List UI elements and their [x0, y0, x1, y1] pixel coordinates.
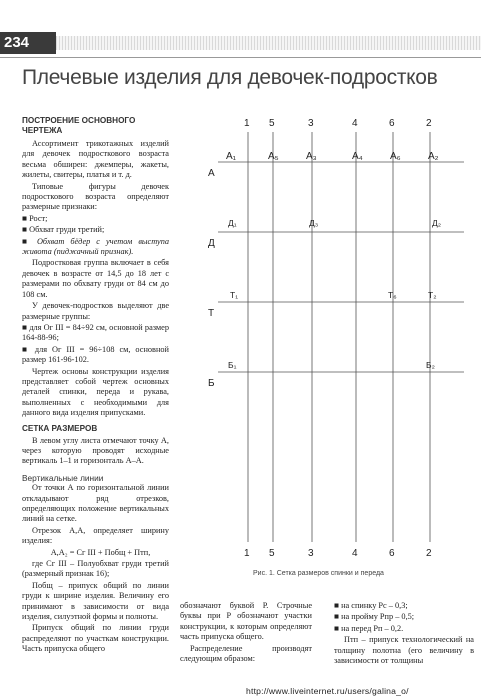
bottom-number: 1 — [244, 548, 250, 559]
point-label-a: А₄ — [352, 151, 363, 162]
bottom-number: 3 — [308, 548, 314, 559]
top-number: 1 — [244, 118, 250, 129]
point-label-d: Д₃ — [309, 218, 319, 228]
line-letter: Б — [208, 378, 215, 389]
column-2 — [180, 601, 312, 665]
point-label-t: Т₆ — [388, 290, 397, 300]
page-number: 234 — [0, 32, 56, 54]
paragraph: Отрезок А,А, определяет ширину изделия: — [22, 525, 169, 546]
paragraph: Распределение производят следующим образом: — [180, 643, 312, 664]
figure-caption: Рис. 1. Сетка размеров спинки и переда — [253, 570, 384, 577]
point-label-a: А₁ — [226, 151, 237, 162]
point-label-a: А₆ — [390, 151, 401, 162]
point-label-d: Д₂ — [432, 218, 442, 228]
point-label-b: Б₂ — [426, 360, 435, 370]
paragraph: где Сг III – Полуобхват груди третий (размерный признак 16); — [22, 559, 169, 579]
paragraph: Птп – припуск технологический на толщину полотна (его величину в зависимости от толщины — [334, 635, 474, 666]
bullet-item: ■ на спинку Рс – 0,3; — [334, 601, 408, 610]
size-grid-diagram — [196, 112, 466, 564]
bullet-item: ■ для Ог III = 84÷92 см, основной размер 164-88-96; — [22, 322, 169, 343]
paragraph: Побщ – припуск общий по линии груди к ширине изделия. Величину его принимают в зависимости от вида изделия, силуэтной формы и полноты. — [22, 580, 169, 622]
bullet-item: ■ Обхват бёдер с учетом выступа живота (пиджачный признак). — [22, 236, 169, 257]
section-heading-construction — [22, 116, 169, 136]
bottom-number: 6 — [389, 548, 395, 559]
top-number: 5 — [269, 118, 275, 129]
formula: А,А₂ = Сг III + Побщ + Птп, — [50, 547, 151, 557]
section-heading-size-grid: СЕТКА РАЗМЕРОВ — [22, 423, 98, 433]
footer-url: http://www.liveinternet.ru/users/galina_o/ — [246, 686, 409, 696]
paragraph: Типовые фигуры девочек подросткового возраста определяют размерные признаки: — [22, 181, 169, 212]
point-label-t: Т₁ — [230, 290, 239, 300]
line-letter: А — [208, 168, 215, 179]
point-label-a: А₂ — [428, 151, 439, 162]
paragraph: Подростковая группа включает в себя девочек в возрасте от 14,5 до 18 лет с размерами по обхвату груди от 84 см до 108 см. — [22, 258, 169, 299]
column-3 — [334, 601, 474, 667]
bullet-item: ■ Рост; — [22, 213, 48, 223]
top-number: 4 — [352, 118, 358, 129]
bottom-number: 5 — [269, 548, 275, 559]
bottom-number: 2 — [426, 548, 432, 559]
top-number: 2 — [426, 118, 432, 129]
subheading-vertical-lines: Вертикальные линии — [22, 472, 104, 483]
bullet-item: ■ на перед Рп – 0,2. — [334, 623, 404, 633]
section-heading-line-2: ЧЕРТЕЖА — [22, 126, 63, 135]
point-label-b: Б₁ — [228, 360, 237, 370]
header-rule — [0, 57, 481, 58]
paragraph: Чертеж основы конструкции изделия представляет собой чертеж основных деталей спинки, переда и рукава, выполненных с необходимыми для данного вида изделия припусками. — [22, 366, 169, 418]
bottom-number: 4 — [352, 548, 358, 559]
top-number: 3 — [308, 118, 314, 129]
paragraph: обозначают буквой Р. Строчные буквы при Р обозначают участки конструкции, к которым определяют часть припуска общего. — [180, 601, 312, 642]
section-heading-line-1: ПОСТРОЕНИЕ ОСНОВНОГО — [22, 116, 136, 125]
paragraph: Припуск общий по линии груди распределяют по участкам конструкции. Часть припуска общего — [22, 623, 169, 654]
paragraph: У девочек-подростков выделяют две размерные группы: — [22, 301, 169, 321]
size-grid-svg — [196, 112, 466, 564]
header-bar — [56, 36, 481, 50]
paragraph: Ассортимент трикотажных изделий для девочек подросткового возраста весьма обширен: джемперы, жакеты, жилеты, свитеры, платья и т. д. — [22, 139, 169, 180]
paragraph: В левом углу листа отмечают точку А, через которую проводят исходные вертикаль 1–1 и горизонталь А–А. — [22, 435, 169, 466]
point-label-a: А₃ — [306, 151, 317, 162]
line-letter: Т — [208, 308, 215, 319]
point-label-a: А₅ — [268, 151, 279, 162]
line-letter: Д — [208, 238, 215, 249]
point-label-d: Д₁ — [228, 218, 237, 228]
bullet-item: ■ для Ог III = 96÷108 см, основной размер 161-96-102. — [22, 344, 169, 365]
bullet-item: ■ на пройму Рпр – 0,5; — [334, 612, 415, 622]
point-label-t: Т₂ — [428, 290, 437, 300]
bullet-item: ■ Обхват груди третий; — [22, 225, 105, 235]
column-1 — [22, 116, 169, 656]
page-title: Плечевые изделия для девочек-подростков — [22, 66, 438, 89]
top-number: 6 — [389, 118, 395, 129]
paragraph: От точки А по горизонтальной линии откладывают ряд отрезков, определяющих положение вертикальных линий на сетке. — [22, 483, 169, 524]
